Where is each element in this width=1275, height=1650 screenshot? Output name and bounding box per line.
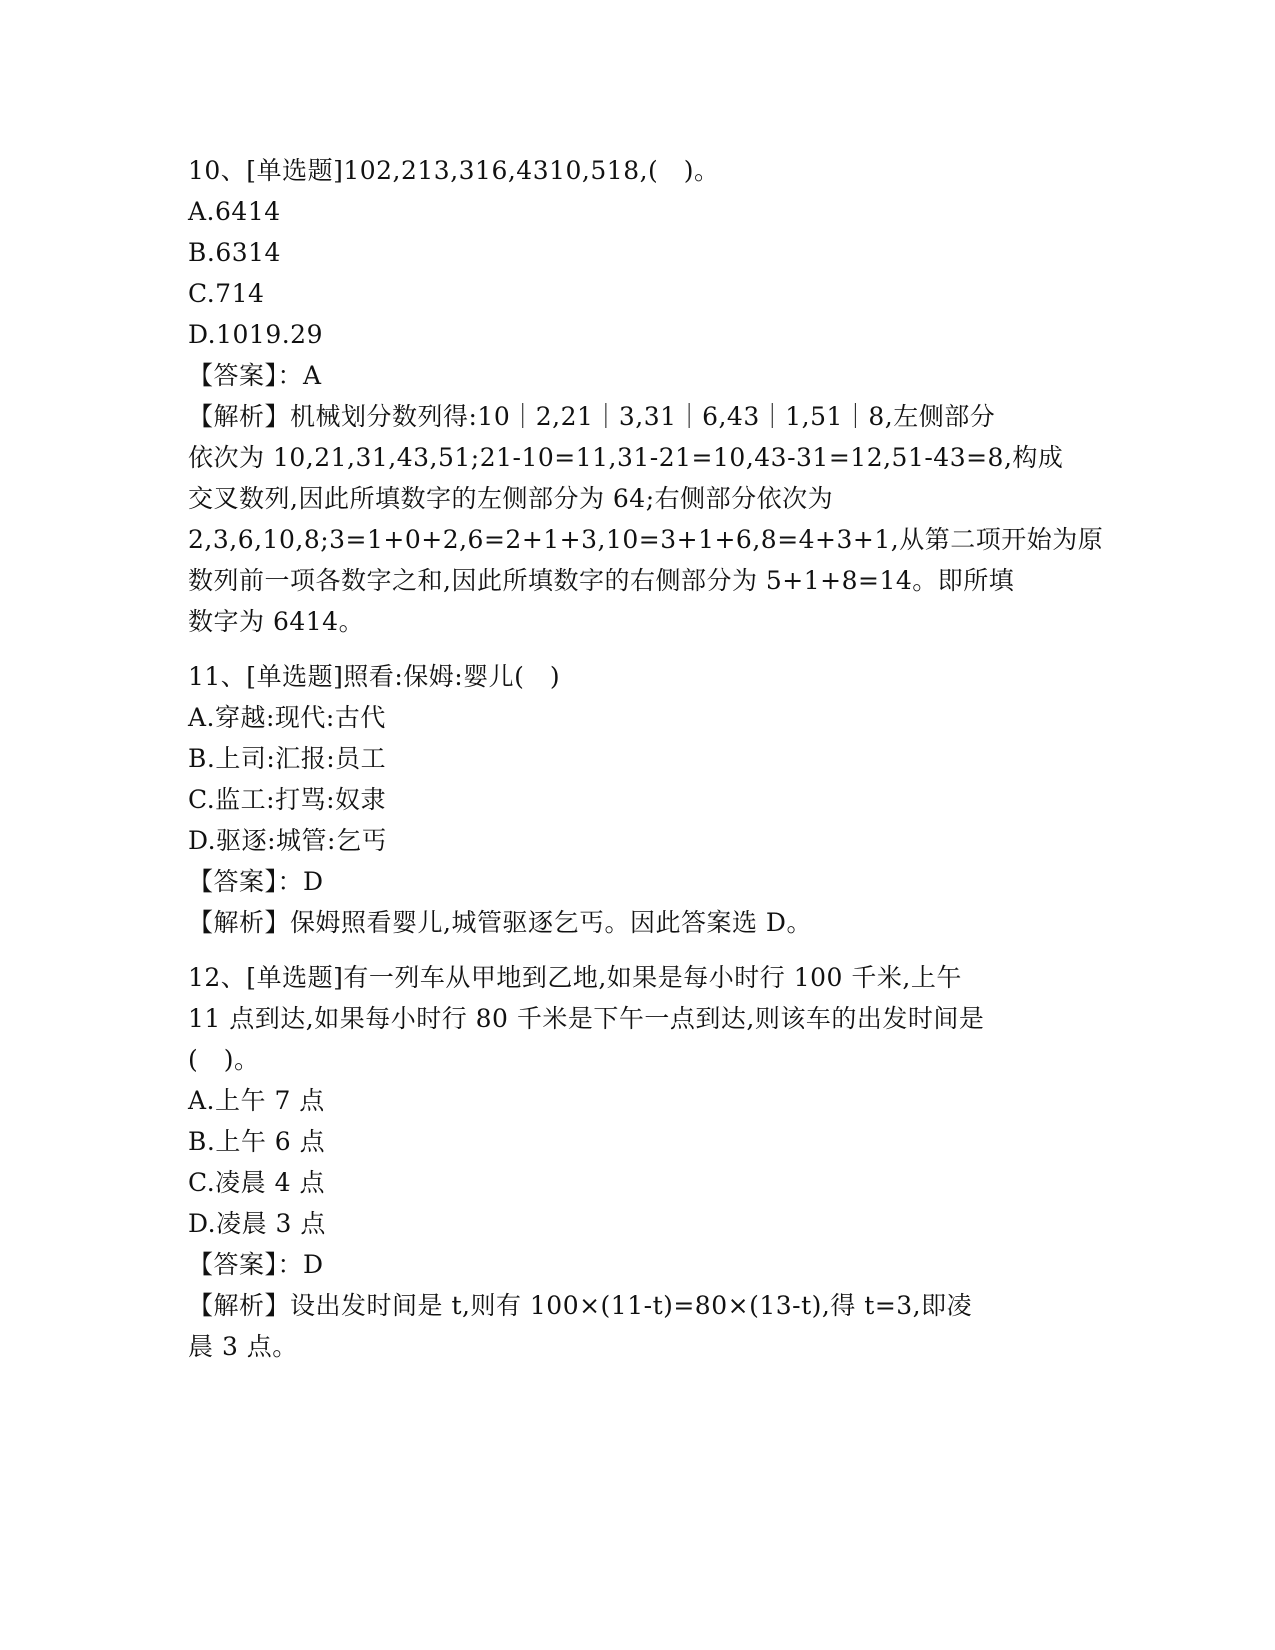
analysis-line: 晨 3 点。	[188, 1332, 298, 1361]
question-separator	[188, 642, 1088, 656]
question-stem: 12、[单选题]有一列车从甲地到乙地,如果是每小时行 100 千米,上午	[188, 963, 962, 992]
question-12	[188, 957, 1088, 1367]
option-b: B.上司:汇报:员工	[188, 744, 387, 773]
option-b: B.6314	[188, 238, 281, 267]
answer-line: 【答案】：A	[188, 361, 322, 390]
option-a: A.上午 7 点	[188, 1086, 325, 1115]
question-separator	[188, 943, 1088, 957]
analysis-line: 数列前一项各数字之和,因此所填数字的右侧部分为 5+1+8=14。即所填	[188, 566, 1015, 595]
option-d: D.驱逐:城管:乞丐	[188, 826, 387, 855]
option-c: C.监工:打骂:奴隶	[188, 785, 387, 814]
option-b: B.上午 6 点	[188, 1127, 326, 1156]
analysis-line: 【解析】设出发时间是 t,则有 100×(11-t)=80×(13-t),得 t=3,即凌	[188, 1291, 973, 1320]
analysis-line: 依次为 10,21,31,43,51;21-10=11,31-21=10,43-31=12,51-43=8,构成	[188, 443, 1064, 472]
question-stem: 11、[单选题]照看:保姆:婴儿( )	[188, 662, 561, 691]
analysis-line: 交叉数列,因此所填数字的左侧部分为 64;右侧部分依次为	[188, 484, 834, 513]
option-a: A.穿越:现代:古代	[188, 703, 386, 732]
analysis-line: 【解析】保姆照看婴儿,城管驱逐乞丐。因此答案选 D。	[188, 908, 812, 937]
analysis-line: 【解析】机械划分数列得:10｜2,21｜3,31｜6,43｜1,51｜8,左侧部分	[188, 402, 996, 431]
option-d: D.凌晨 3 点	[188, 1209, 326, 1238]
answer-line: 【答案】：D	[188, 867, 324, 896]
question-stem: ( )。	[188, 1045, 260, 1074]
question-10	[188, 150, 1104, 642]
answer-line: 【答案】：D	[188, 1250, 324, 1279]
question-stem: 11 点到达,如果每小时行 80 千米是下午一点到达,则该车的出发时间是	[188, 1004, 985, 1033]
analysis-line: 2,3,6,10,8;3=1+0+2,6=2+1+3,10=3+1+6,8=4+3+1,从第二项开始为原	[188, 525, 1104, 554]
analysis-line: 数字为 6414。	[188, 607, 365, 636]
option-c: C.714	[188, 279, 265, 308]
question-stem: 10、[单选题]102,213,316,4310,518,( )。	[188, 156, 720, 185]
option-c: C.凌晨 4 点	[188, 1168, 325, 1197]
question-11	[188, 656, 1088, 943]
option-d: D.1019.29	[188, 320, 323, 349]
document-page	[188, 150, 1104, 1367]
option-a: A.6414	[188, 197, 281, 226]
